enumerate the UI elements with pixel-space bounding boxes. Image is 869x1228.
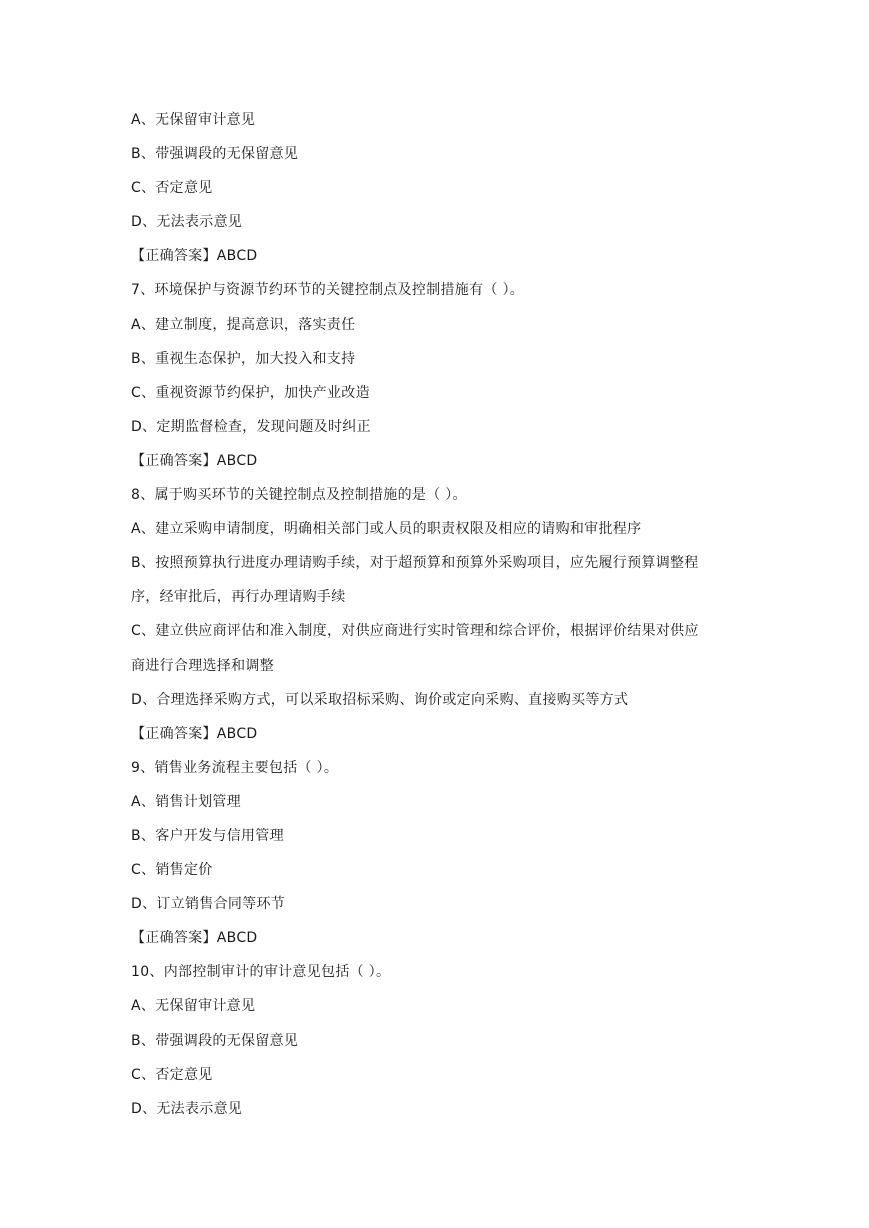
option-c: C、否定意见 <box>131 180 213 197</box>
option-a: A、无保留审计意见 <box>131 998 256 1015</box>
option-b: B、重视生态保护，加大投入和支持 <box>131 350 356 367</box>
option-a: A、销售计划管理 <box>131 793 241 810</box>
question-10: 10、内部控制审计的审计意见包括（ ）。 <box>131 964 391 981</box>
question-9: 9、销售业务流程主要包括（ ）。 <box>131 759 339 776</box>
option-d: D、无法表示意见 <box>131 1100 243 1117</box>
option-d: D、定期监督检查，发现问题及时纠正 <box>131 418 371 435</box>
question-8: 8、属于购买环节的关键控制点及控制措施的是（ ）。 <box>131 487 467 504</box>
document-page <box>131 110 741 1133</box>
option-b: B、带强调段的无保留意见 <box>131 1032 299 1049</box>
option-d: D、合理选择采购方式，可以采取招标采购、询价或定向采购、直接购买等方式 <box>131 691 629 708</box>
correct-answer: 【正确答案】ABCD <box>131 930 258 947</box>
option-a: A、无保留审计意见 <box>131 112 256 128</box>
option-d: D、无法表示意见 <box>131 214 243 231</box>
correct-answer: 【正确答案】ABCD <box>131 452 258 469</box>
option-c-continued: 商进行合理选择和调整 <box>131 657 274 674</box>
option-b-continued: 序，经审批后，再行办理请购手续 <box>131 589 346 606</box>
option-b: B、客户开发与信用管理 <box>131 827 284 844</box>
option-d: D、订立销售合同等环节 <box>131 896 286 913</box>
option-c: C、重视资源节约保护，加快产业改造 <box>131 384 370 401</box>
question-7: 7、环境保护与资源节约环节的关键控制点及控制措施有（ ）。 <box>131 282 525 299</box>
option-a: A、建立制度，提高意识，落实责任 <box>131 316 356 333</box>
correct-answer: 【正确答案】ABCD <box>131 248 258 265</box>
option-c: C、销售定价 <box>131 862 213 879</box>
option-c: C、否定意见 <box>131 1066 213 1083</box>
option-c: C、建立供应商评估和准入制度，对供应商进行实时管理和综合评价，根据评价结果对供应 <box>131 623 699 640</box>
correct-answer: 【正确答案】ABCD <box>131 725 258 742</box>
option-b: B、按照预算执行进度办理请购手续，对于超预算和预算外采购项目，应先履行预算调整程 <box>131 555 699 572</box>
option-b: B、带强调段的无保留意见 <box>131 146 299 163</box>
option-a: A、建立采购申请制度，明确相关部门或人员的职责权限及相应的请购和审批程序 <box>131 521 642 538</box>
